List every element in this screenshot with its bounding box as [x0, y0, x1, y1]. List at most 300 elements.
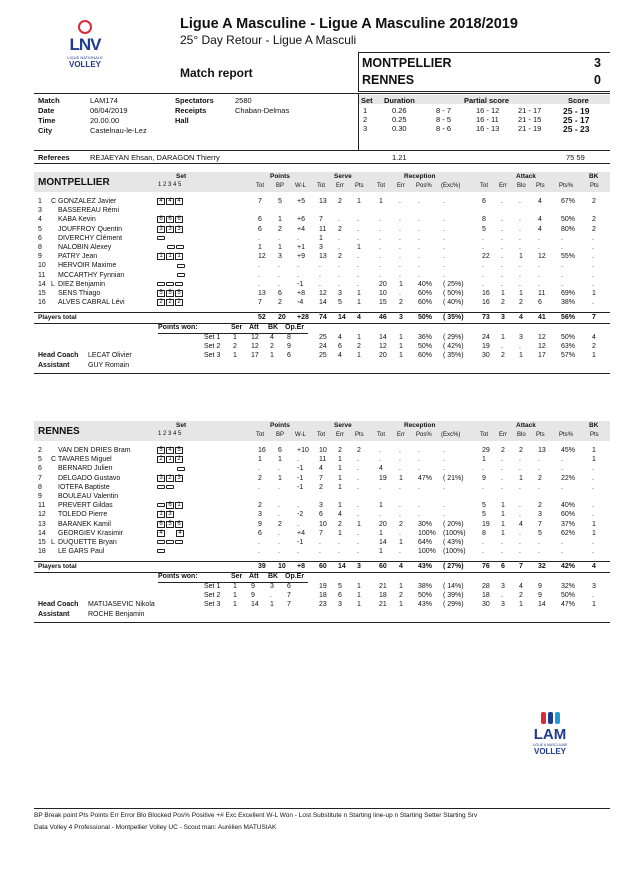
stat-cell: .	[592, 483, 594, 491]
stat-cell: .	[379, 253, 381, 261]
player-sets	[157, 234, 166, 243]
set-stat-cell: 21	[379, 601, 387, 609]
stat-cell: .	[278, 465, 280, 473]
stat-cell: .	[443, 483, 445, 491]
stat-cell: ( 21%)	[443, 474, 464, 482]
stat-cell: .	[338, 216, 340, 224]
set-label: Set 1	[204, 583, 221, 591]
assistant-name: GUY Romain	[88, 362, 130, 370]
stat-cell: .	[519, 198, 521, 205]
stat-cell: 2	[258, 474, 262, 482]
player-row	[0, 225, 640, 234]
stat-col-head: Pos%	[416, 183, 432, 189]
stat-col-head: Err	[397, 432, 405, 438]
stat-cell: 5	[538, 529, 542, 537]
stat-cell: 2	[592, 216, 596, 224]
points-won-head: Att	[249, 573, 259, 581]
stat-cell: +4	[297, 529, 305, 537]
stat-cell: .	[338, 244, 340, 251]
stat-cell: 20	[379, 280, 387, 288]
stat-cell: 30%	[418, 520, 433, 528]
player-name: IOTEFA Baptiste	[58, 483, 110, 491]
player-sets	[157, 298, 184, 307]
stat-cell: .	[443, 216, 445, 224]
stat-cell: 1	[482, 456, 486, 464]
player-row	[0, 271, 640, 280]
stat-col-head: Pts	[536, 183, 545, 189]
set-stat-cell: 3	[519, 334, 523, 342]
points-won-cell: 1	[233, 334, 237, 342]
stat-cell: .	[379, 483, 381, 491]
player-number: 9	[38, 493, 42, 500]
stat-cell: .	[592, 244, 594, 251]
totals-cell: 52	[258, 314, 266, 322]
stat-cell: .	[501, 271, 503, 279]
player-name: ALVES CABRAL Lévi	[58, 299, 125, 307]
player-row	[0, 234, 640, 243]
team-name: MONTPELLIER	[38, 177, 110, 188]
stat-cell: 19	[482, 520, 490, 528]
stat-cell: 62%	[561, 529, 576, 537]
score-away-sets: 0	[594, 73, 601, 87]
stat-cell: .	[357, 262, 359, 270]
stat-cell: 7	[319, 216, 323, 224]
stat-cell: 3	[319, 502, 323, 510]
stat-cell: .	[519, 271, 521, 279]
player-row	[0, 547, 640, 556]
totals-cell: 10	[278, 563, 286, 571]
player-row	[0, 483, 640, 492]
head-coach-label: Head Coach	[38, 601, 79, 609]
set-numbers: 1 2 3 4 5	[158, 182, 182, 188]
stat-cell: .	[561, 539, 563, 546]
partial-score-2: 16 - 11	[476, 115, 499, 124]
stat-cell: -4	[297, 299, 304, 307]
totals-cell: 73	[482, 314, 490, 322]
stat-cell: ( 50%)	[443, 290, 464, 297]
stat-cell: .	[519, 465, 521, 473]
stat-cell: 11	[319, 456, 327, 464]
stat-cell: .	[592, 299, 594, 307]
stat-cell: 1	[399, 474, 403, 482]
head-coach-name: LECAT Olivier	[88, 352, 132, 360]
stat-cell: .	[443, 502, 445, 510]
stat-cell: .	[501, 539, 503, 546]
stat-cell: 5	[482, 225, 486, 233]
stat-cell: .	[319, 548, 321, 556]
stat-cell: 100%	[418, 529, 436, 537]
stat-cell: .	[278, 280, 280, 288]
stat-cell: 1	[501, 290, 505, 297]
starting-position: 2	[157, 456, 165, 463]
player-name: TAVARES Miguel	[58, 456, 112, 464]
starting-position: 4	[176, 530, 184, 537]
stat-cell: .	[501, 548, 503, 556]
totals-divider	[34, 561, 610, 562]
stat-cell: .	[538, 456, 540, 464]
stat-cell: .	[501, 216, 503, 224]
player-row	[0, 455, 640, 464]
set-stat-cell: 30	[482, 352, 490, 360]
player-number: 11	[38, 271, 46, 279]
stat-cell: .	[399, 447, 401, 454]
stat-cell: .	[319, 280, 321, 288]
stat-cell: 7	[538, 520, 542, 528]
player-row	[0, 261, 640, 270]
stat-cell: .	[357, 216, 359, 224]
set-stat-cell: 1	[519, 601, 523, 609]
set-stat-cell: 1	[399, 334, 403, 342]
stat-cell: .	[399, 225, 401, 233]
stat-cell: 2	[338, 198, 342, 205]
stat-cell: 1	[501, 520, 505, 528]
stat-group-head: Serve	[334, 422, 352, 429]
player-row	[0, 298, 640, 307]
player-sets	[157, 280, 184, 289]
stat-cell: 1	[357, 290, 361, 297]
totals-cell: 4	[519, 314, 523, 322]
player-number: 13	[38, 520, 46, 528]
player-name: DIVERCHY Clément	[58, 234, 123, 242]
points-won-cell: 1	[233, 592, 237, 600]
stat-group-head: Reception	[404, 173, 436, 180]
stat-cell: .	[482, 234, 484, 242]
stat-cell: 4	[538, 225, 542, 233]
stat-col-head: Tot	[256, 432, 265, 438]
stat-cell: 1	[278, 216, 282, 224]
stat-col-head: Err	[336, 183, 344, 189]
totals-cell: 39	[258, 563, 266, 571]
player-name: VAN DEN DRIES Bram	[58, 447, 131, 454]
stat-cell: .	[399, 483, 401, 491]
stat-cell: 6	[538, 299, 542, 307]
match-time: 20.00.00	[90, 116, 120, 125]
set-stat-cell: 1	[357, 334, 361, 342]
stat-cell: 14	[319, 299, 327, 307]
stat-col-head: Tot	[317, 183, 326, 189]
set-stat-cell: 1	[399, 583, 403, 591]
stat-cell: .	[519, 225, 521, 233]
stat-group-head: Points	[270, 422, 290, 429]
stat-cell: 8	[482, 216, 486, 224]
stat-cell: 1	[278, 474, 282, 482]
stat-col-head: Tot	[377, 432, 386, 438]
player-row	[0, 510, 640, 519]
points-won-label: Points won:	[158, 324, 198, 332]
stat-cell: +9	[297, 253, 305, 261]
stat-cell: .	[519, 216, 521, 224]
stat-cell: .	[538, 262, 540, 270]
set-stat-cell: 12	[379, 343, 387, 351]
stat-cell: .	[561, 280, 563, 288]
stat-cell: 16	[482, 290, 490, 297]
substitute-icon	[157, 549, 165, 553]
totals-label: Players total	[38, 314, 77, 322]
starting-position: 2	[166, 475, 174, 482]
page-subtitle: 25° Day Retour - Ligue A Masculi	[180, 33, 357, 47]
player-number: 15	[38, 539, 46, 546]
stat-cell: .	[338, 280, 340, 288]
match-city: Castelnau-le-Lez	[90, 126, 147, 135]
stat-cell: .	[561, 271, 563, 279]
stat-cell: .	[357, 225, 359, 233]
stat-cell: 2	[399, 299, 403, 307]
set-stat-cell: 2	[399, 592, 403, 600]
stat-col-head: Pts	[355, 432, 364, 438]
stat-cell: .	[443, 456, 445, 464]
player-name: PREVERT Gildas	[58, 502, 113, 510]
stat-cell: .	[519, 483, 521, 491]
stat-cell: .	[379, 244, 381, 251]
points-won-cell: 9	[251, 592, 255, 600]
points-won-cell: 9	[251, 583, 255, 591]
set-stat-cell: 18	[379, 592, 387, 600]
set-stat-cell: 60%	[418, 352, 433, 360]
set-stat-cell: 30	[482, 601, 490, 609]
stat-cell: .	[357, 529, 359, 537]
stat-cell: 1	[357, 520, 361, 528]
set-stat-cell: 3	[501, 601, 505, 609]
starting-position: 6	[175, 216, 183, 223]
player-name: DIEZ Benjamin	[58, 280, 106, 288]
set-stat-cell: 6	[338, 343, 342, 351]
stat-col-head: (Exc%)	[441, 183, 461, 189]
set-stat-cell: 1	[519, 352, 523, 360]
player-name: BARANEK Kamil	[58, 520, 111, 528]
player-role: L	[51, 539, 55, 546]
stat-cell: +10	[297, 447, 309, 454]
set-stat-cell: 20	[379, 352, 387, 360]
stat-cell: .	[297, 271, 299, 279]
player-number: 15	[38, 290, 46, 297]
stat-cell: .	[258, 465, 260, 473]
stat-cell: 60%	[418, 290, 433, 297]
head-coach-name: MATIJASEVIC Nikola	[88, 601, 155, 609]
stat-cell: 60%	[418, 299, 433, 307]
stat-col-head: Pts%	[559, 432, 574, 438]
starting-position: 5	[166, 290, 174, 297]
stat-cell: 13	[319, 253, 327, 261]
totals-cell: 4	[357, 314, 361, 322]
stat-cell: 5	[482, 511, 486, 519]
stat-cell: 2	[338, 225, 342, 233]
match-report-label: Match report	[180, 66, 253, 80]
stat-cell: 5	[278, 198, 282, 205]
stat-cell: 4	[379, 465, 383, 473]
stat-cell: .	[443, 244, 445, 251]
logo-text: LNV	[69, 35, 101, 54]
stat-cell: .	[379, 511, 381, 519]
set-stat-cell: 36%	[418, 334, 433, 342]
stat-cell: .	[592, 465, 594, 473]
substitute-icon	[177, 273, 185, 277]
assistant-label: Assistant	[38, 362, 70, 370]
set-head: Set	[176, 173, 187, 180]
totals-cell: 14	[338, 314, 346, 322]
date-label: Date	[38, 106, 55, 115]
stat-cell: (100%)	[443, 548, 466, 556]
substitute-icon	[157, 503, 165, 507]
stat-cell: .	[399, 290, 401, 297]
stat-cell: .	[418, 225, 420, 233]
stat-cell: 12	[538, 253, 546, 261]
set-stat-cell: 24	[319, 343, 327, 351]
player-name: LE GARS Paul	[58, 548, 105, 556]
stat-cell: .	[561, 234, 563, 242]
points-won-cell: .	[270, 592, 272, 600]
stat-cell: 1	[338, 456, 342, 464]
set-stat-cell: 1	[357, 601, 361, 609]
totals-cell: 14	[338, 563, 346, 571]
set-duration: 0.25	[392, 115, 407, 124]
time-label: Time	[38, 116, 56, 125]
stat-cell: .	[418, 244, 420, 251]
partial-score-2: 16 - 12	[476, 106, 500, 115]
stat-cell: .	[379, 225, 381, 233]
stat-col-head: Pts	[590, 183, 599, 189]
stat-cell: 1	[399, 280, 403, 288]
totals-cell: +28	[297, 314, 309, 322]
stat-cell: 2	[338, 447, 342, 454]
set-stat-cell: 28	[482, 583, 490, 591]
set-stat-cell: 25	[319, 334, 327, 342]
spectators-value: 2580	[235, 96, 252, 105]
stat-cell: +5	[297, 198, 305, 205]
stat-cell: ( 40%)	[443, 299, 464, 307]
substitute-icon	[175, 282, 183, 286]
substitute-icon	[157, 282, 165, 286]
stat-cell: 12	[319, 290, 327, 297]
stat-cell: .	[379, 271, 381, 279]
set-stat-cell: 18	[482, 592, 490, 600]
stat-cell: .	[519, 234, 521, 242]
set-stat-cell: 24	[482, 334, 490, 342]
stat-cell: .	[482, 244, 484, 251]
stat-cell: .	[258, 539, 260, 546]
totals-cell: 3	[399, 314, 403, 322]
points-won-head: Ser	[231, 324, 243, 332]
stat-cell: 3	[319, 244, 323, 251]
set-stat-cell: 19	[319, 583, 327, 591]
set-stat-cell: 12	[538, 334, 546, 342]
stat-cell: .	[319, 262, 321, 270]
stat-cell: 16	[482, 299, 490, 307]
stat-cell: +4	[297, 225, 305, 233]
stat-cell: .	[418, 456, 420, 464]
stat-cell: 9	[258, 520, 262, 528]
set-stat-cell: 14	[538, 601, 546, 609]
stat-cell: 67%	[561, 198, 576, 205]
stat-cell: 50%	[561, 216, 576, 224]
stat-cell: .	[443, 465, 445, 473]
set-stat-cell: 2	[357, 343, 361, 351]
venue-labels	[175, 96, 214, 126]
stat-cell: .	[297, 456, 299, 464]
stat-cell: .	[561, 483, 563, 491]
set-stat-cell: 3	[501, 583, 505, 591]
stat-cell: .	[399, 271, 401, 279]
stat-cell: .	[297, 520, 299, 528]
stat-cell: .	[278, 548, 280, 556]
totals-cell: 43%	[418, 563, 433, 571]
player-name: GEORGIEV Krasimir	[58, 529, 123, 537]
set-stat-cell: .	[519, 343, 521, 351]
player-name: SENS Thiago	[58, 290, 101, 297]
set-stat-cell: ( 42%)	[443, 343, 464, 351]
stat-cell: 4	[538, 198, 542, 205]
stat-cell: -1	[297, 280, 304, 288]
lam-sub: LIGUE A MASCULINE	[532, 743, 568, 747]
stat-cell: .	[592, 539, 594, 546]
stat-cell: .	[592, 548, 594, 556]
player-row	[0, 520, 640, 529]
stat-cell: 2	[592, 225, 596, 233]
points-won-head: Op.Er	[285, 573, 305, 581]
stat-cell: 2	[278, 520, 282, 528]
stat-cell: 1	[379, 548, 383, 556]
stat-cell: .	[338, 271, 340, 279]
stat-col-head: Pts%	[559, 183, 574, 189]
score-col-head: Score	[568, 96, 589, 105]
stat-cell: .	[519, 539, 521, 546]
set-stat-cell: 50%	[561, 334, 576, 342]
stat-cell: .	[501, 262, 503, 270]
stat-cell: 3	[338, 290, 342, 297]
stat-cell: .	[297, 502, 299, 510]
stat-cell: 10	[319, 520, 327, 528]
set-stat-cell: 1	[357, 583, 361, 591]
player-name: NALOBIN Alexey	[58, 244, 112, 251]
player-row	[0, 215, 640, 224]
stat-cell: .	[592, 234, 594, 242]
set-stat-cell: ( 29%)	[443, 334, 464, 342]
stat-cell: .	[592, 474, 594, 482]
stat-cell: 1	[338, 483, 342, 491]
points-won-cell: 17	[251, 352, 259, 360]
stat-cell: .	[399, 198, 401, 205]
stat-cell: 4	[319, 465, 323, 473]
starting-position: 5	[157, 290, 165, 297]
stat-cell: 80%	[561, 225, 576, 233]
starting-position: 1	[157, 253, 165, 260]
points-won-cell: 7	[287, 592, 291, 600]
stat-cell: .	[297, 548, 299, 556]
totals-cell: 74	[319, 314, 327, 322]
player-sets	[157, 529, 185, 538]
stat-cell: 60%	[561, 511, 576, 519]
totals-cell: 6	[501, 563, 505, 571]
stat-cell: .	[418, 253, 420, 261]
stat-cell: .	[519, 280, 521, 288]
player-number: 1	[38, 198, 42, 205]
stat-cell: .	[399, 216, 401, 224]
stat-cell: 1	[278, 244, 282, 251]
stat-cell: .	[278, 502, 280, 510]
stat-cell: .	[418, 234, 420, 242]
partial-score-1: 8 - 6	[436, 124, 452, 133]
stat-cell: 2	[278, 225, 282, 233]
player-number: 6	[38, 234, 42, 242]
set-stat-cell: 17	[538, 352, 546, 360]
stat-cell: 2	[519, 447, 523, 454]
stat-cell: 2	[338, 253, 342, 261]
set-stat-cell: 4	[338, 334, 342, 342]
set-stat-cell: 38%	[418, 583, 433, 591]
set-stat-cell: 1	[399, 601, 403, 609]
player-row	[0, 492, 640, 501]
stat-cell: .	[561, 244, 563, 251]
stat-cell: 1	[519, 253, 523, 261]
